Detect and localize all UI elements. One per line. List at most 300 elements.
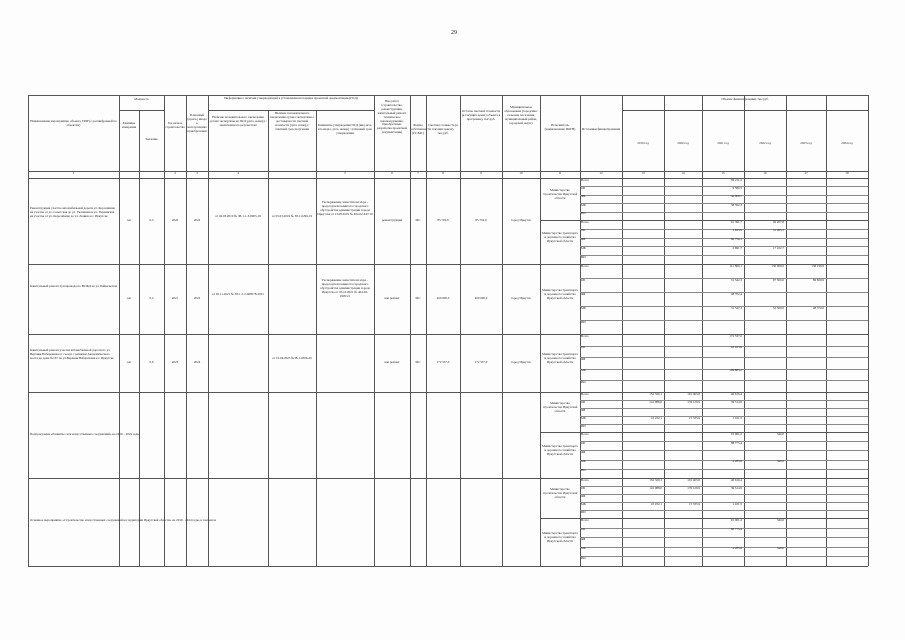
source-cell: ФБ [581,291,586,296]
header-year: 2019 год [637,141,649,145]
source-cell: ИИ [581,319,586,324]
value-cell: 40 616,4 [730,391,742,396]
source-cell: Всего [581,477,589,482]
source-cell: МБ [581,245,586,250]
value-cell [827,229,866,238]
source-cell: ОБ [581,527,586,532]
object-name: Капитальный ремонт участка автомобильной дороги по ул. Верхняя Набережная от съезда с развязки Академического моста до дома №167 по ул.Верхняя Набережная в г. Иркутске [30,348,114,360]
value-cell [745,495,784,503]
grid-line [316,110,317,566]
value-cell: 31 547,3 [730,305,742,310]
value-cell [745,479,784,487]
object-exam-pos: от 02.11.2021 № 38-1-1-2-068578-2021 [212,292,264,296]
source-cell: МБ [581,305,586,310]
source-cell: ФБ [581,493,586,498]
value-cell: 10 232,1 [650,501,662,506]
executor-cell: Министерство транспорта и дорожного хозяйства Иркутской области [542,231,578,243]
value-cell: 152 320,1 [649,477,662,482]
value-cell [745,195,784,203]
value-cell [787,369,824,381]
value-cell [787,417,824,425]
value-cell [827,358,866,370]
header-est-cost: Сметная стоимость (в текущих ценах), тыс.руб. [428,123,458,135]
column-number: 11 [558,171,562,175]
column-number: 2 [174,171,176,175]
column-number: 14 [681,171,685,175]
value-cell [745,358,784,370]
value-cell [665,369,700,381]
source-cell: МБ [581,501,586,506]
value-cell [787,381,824,393]
value-cell [665,547,700,557]
value-cell [623,358,662,370]
value-cell: 2 285,8 [732,546,742,551]
value-cell: 40 616,4 [730,477,742,482]
value-cell: 340,0 [776,431,784,436]
column-number: 15 [721,171,725,175]
grid-line [868,95,869,566]
column-number: 9 [480,171,482,175]
object-unit: км [127,360,131,364]
value-cell: 32 500,0 [772,305,784,310]
object-exam-pos: от 04.03.2019 № 38-1-1-3-0003-19 [215,214,261,218]
value-cell [745,442,784,451]
grid-line [28,264,540,265]
value-cell [827,265,866,279]
value-cell [623,528,662,538]
value-cell [827,417,866,425]
source-cell: Всего [581,219,589,224]
value-cell: 17 222,7 [772,245,784,250]
value-cell: 97 500,0 [772,277,784,282]
column-number: 12 [599,171,603,175]
value-cell [665,247,700,256]
column-number [139,172,164,177]
value-cell [745,487,784,495]
value-cell [665,293,700,307]
value-cell [665,279,700,293]
object-unit: км [127,296,131,300]
value-cell: 91 061,2 [730,517,742,522]
value-cell: 91 061,2 [730,431,742,436]
header-work-type: Вид работ (строительство, реконструкция, капитальный ремонт, техническое перевооружение, приобретение, разработка проектной документации) [377,99,407,135]
header-municipality: Муниципальное образование (городские/сельские поселения, муниципальный район, городской округ) [504,105,538,125]
object-municipality: город Иркутск [511,360,531,364]
value-cell [623,238,662,247]
value-cell [665,451,700,460]
object-work: кап.ремонт [384,360,400,364]
value-cell [623,460,662,469]
source-cell: ИИ [581,211,586,216]
value-cell: 9 580,5 [732,185,742,190]
value-cell [827,335,866,347]
grid-line [410,95,411,566]
value-cell [665,238,700,247]
value-cell [787,451,824,460]
source-cell: Всего [581,391,589,396]
column-number: 16 [763,171,767,175]
value-cell [787,293,824,307]
value-cell [623,293,662,307]
executor-cell: Министерство транспорта и дорожного хозяйства Иркутской области [542,352,578,364]
value-cell: 340,0 [776,459,784,464]
value-cell [827,293,866,307]
value-cell [665,321,700,335]
executor-cell: Министерство транспорта и дорожного хозяйства Иркутской области [542,444,578,456]
value-cell: 130 000,0 [771,263,784,268]
value-cell [787,519,824,529]
object-exam-cost: от 10.04.2023 №38-1-0306-20 [272,356,312,360]
value-cell [665,204,700,212]
source-cell: Всего [581,333,589,338]
grid-line [119,95,120,566]
value-cell [665,179,700,187]
header-source: Источники финансирования [581,127,621,131]
source-cell: ФБ [581,407,586,412]
object-cost: 85 702,9 [437,218,449,222]
value-cell [827,247,866,256]
column-number: 6 [391,171,393,175]
header-ownership: Форма собственности (ГС/МС) [411,123,431,135]
header-end-year: Плановый (прогн.) ввода в эксплуатацию/приобретения [187,113,207,133]
executor-cell: Министерство транспорта и дорожного хозяйства Иркутской области [542,531,578,543]
value-cell [827,221,866,230]
value-cell: 48 370,0 [812,305,824,310]
header-year: 2024 год [841,141,853,145]
object-unit: км [127,218,131,222]
source-cell: МБ [581,202,586,207]
value-cell [623,451,662,460]
value-cell [787,238,824,247]
value-cell [827,460,866,469]
value-cell: 141 088,0 [649,399,662,404]
header-power-value: Значение [145,137,158,141]
value-cell [665,442,700,451]
value-cell: 10 232,1 [650,415,662,420]
value-cell [665,358,700,370]
value-cell [623,442,662,451]
column-number: 17 [804,171,808,175]
main-activity-title: Основное мероприятие «Строительство искусственных сооружений на территории Иркутской области» на 2019 - 2024 годы, в том числе [30,518,217,522]
executor-cell: Министерство строительства Иркутской области [542,487,578,499]
value-cell [665,187,700,195]
value-cell: 38 592,3 [730,202,742,207]
source-cell: ИИ [581,379,586,384]
value-cell [827,393,866,401]
value-cell: 1 833,9 [732,228,742,233]
header-executor: Исполнитель (наименование ИОГВ) [544,123,576,131]
grid-line [119,110,164,111]
value-cell [827,487,866,495]
value-cell [787,187,824,195]
value-cell: 152 320,1 [649,391,662,396]
object-name: Капитальный ремонт путепровода по ВСЖД на ул. Байкальская [30,284,117,288]
value-cell [787,433,824,442]
value-cell [623,335,662,347]
value-cell: 39 514,9 [730,485,742,490]
header-start-year: Год начала строительства [165,121,185,129]
grid-line [28,334,540,335]
value-cell [827,369,866,381]
value-cell [745,417,784,425]
source-cell: ОБ [581,485,586,490]
value-cell [827,519,866,529]
value-cell [745,528,784,538]
page-number: 29 [451,30,457,36]
column-number: 4 [237,171,239,175]
value-cell [665,460,700,469]
value-cell [827,503,866,511]
value-cell [665,557,700,567]
value-cell [787,247,824,256]
grid-line [268,110,269,566]
source-cell: Всего [581,431,589,436]
value-cell: 15 335,9 [688,501,700,506]
object-exam-cost [269,293,315,305]
header-exam-positive: Наличие положительного заключения органа экспертизы на ПСД (дата, номер) / заключения по результатам [209,115,267,127]
value-cell [623,179,662,187]
header-year: 2023 год [800,141,812,145]
value-cell [745,557,784,567]
object-work: кап.ремонт [384,296,400,300]
value-cell [745,204,784,212]
object-cost: 400 000,0 [436,296,450,300]
value-cell: 89 829,9 [812,277,824,282]
value-cell: 15 335,9 [688,415,700,420]
value-cell: 176 129,9 [687,399,700,404]
source-cell: ФБ [581,237,586,242]
value-cell [827,179,866,187]
value-cell [623,307,662,321]
value-cell [745,179,784,187]
value-cell [827,538,866,548]
value-cell [623,204,662,212]
value-cell: 142 088,0 [649,485,662,490]
value-cell [787,179,824,187]
value-cell [787,346,824,358]
source-cell: Всего [581,177,589,182]
source-cell: ИИ [581,468,586,473]
object-municipality: город Иркутск [511,296,531,300]
value-cell [827,204,866,212]
object-exam-cost: от 05.03.2019 № 38-1-0296-19 [271,214,313,218]
value-cell [827,451,866,460]
header-name: Наименование мероприятия, объекта, ПИР (с расшифровкой по объектам) [30,119,117,127]
object-start: 2023 [171,360,179,364]
object-approval [317,343,373,383]
header-volume: Объемы финансирования, тыс.руб. [721,97,769,101]
source-cell: ФБ [581,356,586,361]
value-cell [665,381,700,393]
source-cell: ОБ [581,185,586,190]
value-cell: 340,0 [776,517,784,522]
value-cell: 172 537,0 [729,333,742,338]
value-cell [623,557,662,567]
object-end: 2022 [193,218,201,222]
value-cell [827,495,866,503]
value-cell: 2 285,8 [732,459,742,464]
object-remain: 85 702,9 [475,218,487,222]
value-cell [623,538,662,548]
value-cell [665,335,700,347]
value-cell: 88 775,4 [730,440,742,445]
value-cell: 176 129,9 [687,485,700,490]
value-cell [787,401,824,409]
object-name: Реконструкция участка автомобильной дороги ул. Королихина на участке от ул. Советская до ул. Указанная и ул. Украинская на участке от ул. Королихина до ул. Ленина в г. Иркутске [30,206,115,218]
value-cell [827,409,866,417]
source-cell: ИИ [581,423,586,428]
source-cell: Всего [581,517,589,522]
value-cell [787,460,824,469]
value-cell [665,229,700,238]
object-start: 2020 [171,218,179,222]
value-cell [745,369,784,381]
value-cell: 84 211,2 [730,177,742,182]
executor-cell: Министерство строительства Иркутской области [542,188,578,200]
header-year: 2022 год [759,141,771,145]
grid-line [186,95,187,566]
value-cell [623,321,662,335]
value-cell [827,528,866,538]
value-cell [787,321,824,335]
source-cell: МБ [581,415,586,420]
value-cell [623,265,662,279]
value-cell [827,557,866,567]
value-cell [827,346,866,358]
value-cell [787,503,824,511]
executor-cell: Министерство транспорта и дорожного хозяйства Иркутской области [542,288,578,300]
value-cell [827,195,866,203]
value-cell: 191 465,8 [687,477,700,482]
value-cell: 191 465,8 [687,391,700,396]
value-cell [665,528,700,538]
value-cell [623,187,662,195]
value-cell [665,221,700,230]
object-municipality: город Иркутск [511,218,531,222]
value-cell [623,381,662,393]
object-approval: Распоряжение заместителя мэра - председателя комитета городского обустройства администрации города Иркутска от 13.08.2019 № 404-02-447/19 [317,200,373,216]
grid-line [208,95,209,566]
value-cell [827,442,866,451]
source-cell: ОБ [581,345,586,350]
value-cell [787,495,824,503]
grid-line [28,478,540,479]
value-cell [827,321,866,335]
object-remain: 400 000,0 [474,296,488,300]
value-cell: 111 800,1 [729,263,742,268]
value-cell [623,221,662,230]
value-cell [787,195,824,203]
value-cell [703,321,742,335]
object-value: 0,3 [149,218,154,222]
value-cell [665,195,700,203]
object-end: 2022 [193,296,201,300]
value-cell [787,229,824,238]
object-cost: 172 537,0 [436,360,450,364]
value-cell [745,381,784,393]
value-cell [623,433,662,442]
value-cell [827,479,866,487]
grid-line [460,95,461,566]
column-number: 1 [72,171,75,175]
value-cell [787,557,824,567]
header-exam-cost: Наличие положительного заключения органа экспертизы о достоверности сметной стоимости (дата, номер) / сметный срок получения [269,111,315,131]
column-number: 13 [641,171,645,175]
value-cell [665,265,700,279]
object-ownership: МС [415,360,421,364]
value-cell [703,557,742,567]
value-cell [665,538,700,548]
source-cell: ИИ [581,555,586,560]
value-cell [827,381,866,393]
value-cell [827,279,866,293]
value-cell [623,195,662,203]
value-cell [787,204,824,212]
header-power-unit: Единицы измерения [121,121,137,129]
grid-line [28,566,868,567]
column-number [119,172,139,177]
value-cell [827,238,866,247]
value-cell [787,358,824,370]
source-cell: ФБ [581,536,586,541]
value-cell [827,433,866,442]
value-cell [665,346,700,358]
source-cell: ФБ [581,449,586,454]
source-cell: ИИ [581,509,586,514]
value-cell [623,547,662,557]
value-cell [745,346,784,358]
value-cell [745,503,784,511]
source-cell: ОБ [581,277,586,282]
object-work: реконструкция [381,218,403,222]
object-end: 2024 [193,360,201,364]
value-cell: 109 883,2 [729,368,742,373]
value-cell [665,307,700,321]
value-cell [665,433,700,442]
value-cell: 39 514,9 [730,399,742,404]
value-cell [745,393,784,401]
executor-cell: Министерство строительства Иркутской области [542,401,578,413]
column-number: 7 [417,171,419,175]
value-cell [787,528,824,538]
value-cell [623,229,662,238]
value-cell: 88 775,4 [730,527,742,532]
column-number: 18 [845,171,849,175]
header-year: 2021 год [717,141,729,145]
object-value: 0,2 [149,296,154,300]
value-cell: 48 702,4 [730,291,742,296]
source-cell: ОБ [581,440,586,445]
header-remain: Остаток сметной стоимости (в текущих ценах) объекта в программе), тыс.руб. [461,109,501,121]
value-cell: 2 691,7 [732,245,742,250]
object-approval: Распоряжение заместителя мэра - председателя комитета городского обустройства администрации города Иркутска от 03.12.2021 № 404-02-2905/21 [320,278,370,298]
header-power: Мощность [134,97,149,101]
header-approval: Реквизиты утверждения ПСД (вид акта, кто издал, дата, номер) / плановый срок утверждения [317,123,373,135]
object-remain: 172 537,0 [474,360,488,364]
source-cell: ФБ [581,194,586,199]
value-cell [827,401,866,409]
column-number: 10 [519,171,523,175]
value-cell: 340,0 [776,546,784,551]
value-cell [787,221,824,230]
subprogram-title: Подпрограмма «Развитие сети искусственных сооружений» на 2019 – 2024 годы [30,432,140,436]
source-cell: ОБ [581,399,586,404]
source-cell: МБ [581,368,586,373]
grid-line [622,110,868,111]
source-cell: МБ [581,459,586,464]
value-cell [623,279,662,293]
value-cell [787,487,824,495]
